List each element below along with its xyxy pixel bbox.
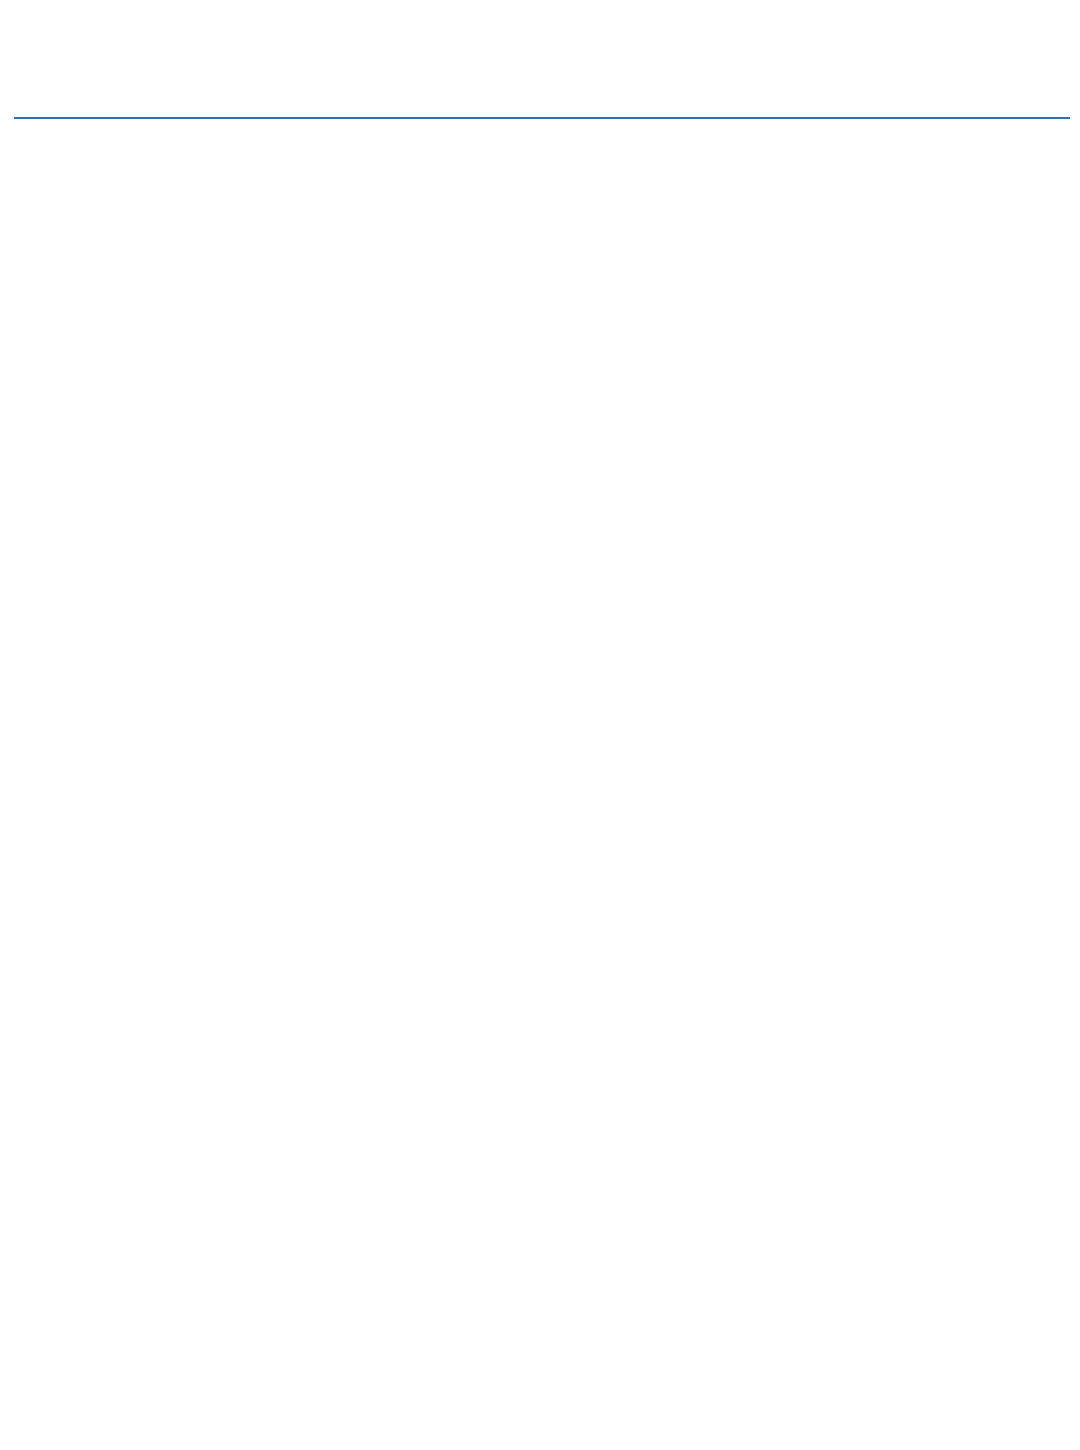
table-header (0, 0, 1080, 118)
header-rule (14, 117, 1070, 119)
